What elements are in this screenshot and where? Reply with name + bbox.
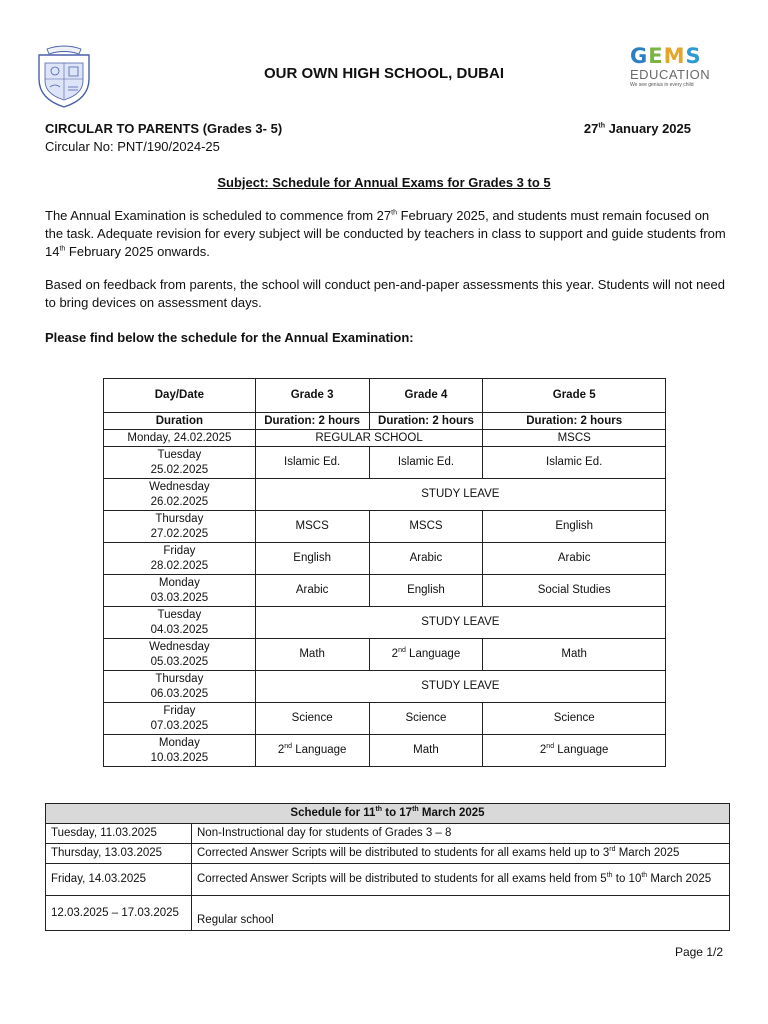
gems-logo-word: EDUCATION xyxy=(630,67,711,82)
subject-cell: Arabic xyxy=(255,575,369,607)
date-cell: 12.03.2025 – 17.03.2025 xyxy=(46,896,192,931)
study-leave-cell: STUDY LEAVE xyxy=(255,479,665,511)
school-name: OUR OWN HIGH SCHOOL, DUBAI xyxy=(264,65,504,82)
date-cell: Wednesday 05.03.2025 xyxy=(104,639,256,671)
duration-cell: Duration xyxy=(104,413,256,430)
circular-date: 27th January 2025 xyxy=(583,121,691,136)
subject-cell: Islamic Ed. xyxy=(483,447,666,479)
date-cell: Monday 03.03.2025 xyxy=(104,575,256,607)
schedule-lead-text: Please find below the schedule for the Annual Examination: xyxy=(45,330,414,345)
subject-cell: 2nd Language xyxy=(369,639,483,671)
gems-education-logo xyxy=(630,45,712,91)
date-cell: Tuesday 04.03.2025 xyxy=(104,607,256,639)
table-row xyxy=(46,896,730,931)
date-cell: Friday 28.02.2025 xyxy=(104,543,256,575)
table-row xyxy=(46,824,730,844)
date-cell: Friday, 14.03.2025 xyxy=(46,864,192,896)
date-cell: Monday 10.03.2025 xyxy=(104,735,256,767)
table-row xyxy=(104,735,666,767)
page-number: Page 1/2 xyxy=(674,945,723,959)
column-header: Grade 4 xyxy=(369,379,483,413)
subject-cell: MSCS xyxy=(483,430,666,447)
subject-cell: MSCS xyxy=(255,511,369,543)
subject-cell: MSCS xyxy=(369,511,483,543)
description-cell: Non-Instructional day for students of Grades 3 – 8 xyxy=(192,824,730,844)
duration-cell: Duration: 2 hours xyxy=(483,413,666,430)
circular-title: CIRCULAR TO PARENTS (Grades 3- 5) xyxy=(45,121,283,136)
subject-cell: Science xyxy=(483,703,666,735)
post-exam-schedule-table xyxy=(45,803,730,931)
subject-cell: Social Studies xyxy=(483,575,666,607)
date-cell: Tuesday, 11.03.2025 xyxy=(46,824,192,844)
study-leave-cell: STUDY LEAVE xyxy=(255,607,665,639)
date-cell: Monday, 24.02.2025 xyxy=(104,430,256,447)
subject-cell: Islamic Ed. xyxy=(369,447,483,479)
exam-schedule-table xyxy=(103,378,666,767)
table-header-row xyxy=(104,379,666,413)
subject-heading: Subject: Schedule for Annual Exams for Grades 3 to 5 xyxy=(217,175,551,190)
description-cell: Corrected Answer Scripts will be distributed to students for all exams held from 5th to 10th March 2025 xyxy=(192,864,730,896)
regular-school-cell: REGULAR SCHOOL xyxy=(255,430,483,447)
table-row xyxy=(46,844,730,864)
table-row xyxy=(104,639,666,671)
date-cell: Friday 07.03.2025 xyxy=(104,703,256,735)
subject-cell: Arabic xyxy=(483,543,666,575)
column-header: Grade 3 xyxy=(255,379,369,413)
subject-cell: 2nd Language xyxy=(255,735,369,767)
subject-cell: Arabic xyxy=(369,543,483,575)
table-row xyxy=(104,575,666,607)
subject-cell: English xyxy=(369,575,483,607)
description-cell: Regular school xyxy=(192,896,730,931)
subject-cell: Science xyxy=(369,703,483,735)
description-cell: Corrected Answer Scripts will be distributed to students for all exams held up to 3rd March 2025 xyxy=(192,844,730,864)
subject-cell: Math xyxy=(483,639,666,671)
duration-cell: Duration: 2 hours xyxy=(255,413,369,430)
table-row xyxy=(104,607,666,639)
column-header: Day/Date xyxy=(104,379,256,413)
gems-logo-mark: GEMS xyxy=(630,44,702,68)
table-row xyxy=(46,864,730,896)
subject-cell: 2nd Language xyxy=(483,735,666,767)
table-title: Schedule for 11th to 17th March 2025 xyxy=(46,804,730,824)
duration-cell: Duration: 2 hours xyxy=(369,413,483,430)
date-cell: Thursday 27.02.2025 xyxy=(104,511,256,543)
assessment-paragraph: Based on feedback from parents, the school will conduct pen-and-paper assessments this year. Students will not need to bring devices on assessment days. xyxy=(45,277,725,310)
table-row xyxy=(104,430,666,447)
table-row xyxy=(104,479,666,511)
date-cell: Wednesday 26.02.2025 xyxy=(104,479,256,511)
study-leave-cell: STUDY LEAVE xyxy=(255,671,665,703)
date-cell: Thursday 06.03.2025 xyxy=(104,671,256,703)
subject-cell: Islamic Ed. xyxy=(255,447,369,479)
subject-cell: Math xyxy=(255,639,369,671)
table-row xyxy=(104,447,666,479)
subject-cell: Science xyxy=(255,703,369,735)
subject-cell: English xyxy=(483,511,666,543)
table-row xyxy=(104,543,666,575)
subject-cell: Math xyxy=(369,735,483,767)
date-cell: Tuesday 25.02.2025 xyxy=(104,447,256,479)
table-title-row xyxy=(46,804,730,824)
circular-number: Circular No: PNT/190/2024-25 xyxy=(45,139,220,154)
subject-cell: English xyxy=(255,543,369,575)
table-row xyxy=(104,671,666,703)
duration-row xyxy=(104,413,666,430)
gems-logo-tagline: We see genius in every child xyxy=(630,82,694,88)
table-row xyxy=(104,511,666,543)
intro-paragraph: The Annual Examination is scheduled to commence from 27th February 2025, and students must remain focused on the task. Adequate revision for every subject will be conducted by teachers in class to support and guide students from 14th February 2025 onwards. xyxy=(45,208,726,259)
column-header: Grade 5 xyxy=(483,379,666,413)
date-cell: Thursday, 13.03.2025 xyxy=(46,844,192,864)
table-row xyxy=(104,703,666,735)
